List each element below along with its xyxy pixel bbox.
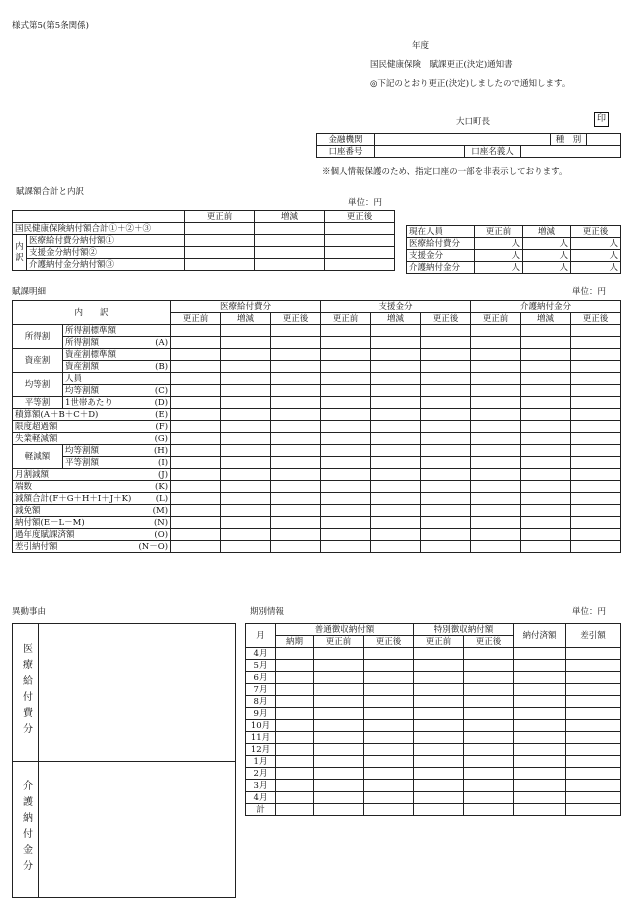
notice-text: ◎下記のとおり更正(決定)しましたので通知します。 <box>370 79 571 89</box>
col-after: 更正後 <box>271 313 321 325</box>
code-a: (A) <box>155 337 169 348</box>
month-label: 1月 <box>246 756 276 768</box>
month-label: 6月 <box>246 672 276 684</box>
summary-row-care: 介護納付金分納付額③ <box>27 259 185 271</box>
members-row-medical: 医療給付費分 <box>407 238 475 250</box>
month-label: 11月 <box>246 732 276 744</box>
period-special-after: 更正後 <box>464 636 514 648</box>
summary-col-change: 増減 <box>255 211 325 223</box>
code-o: (O) <box>154 529 169 540</box>
row-asset-amount: 資産割額 <box>65 361 100 372</box>
row-asset: 資産割 <box>13 349 63 373</box>
row-flat: 平等割 <box>13 397 63 409</box>
form-number: 様式第5(第5条関係) <box>12 21 89 31</box>
row-equal: 均等割 <box>13 373 63 397</box>
summary-section-title: 賦課額合計と内訳 <box>16 187 85 197</box>
detail-breakdown-header: 内 訳 <box>13 301 171 325</box>
code-g: (G) <box>154 433 169 444</box>
period-total-label: 計 <box>246 804 276 816</box>
summary-total-label: 国民健康保険納付額合計①＋②＋③ <box>13 223 185 235</box>
person-unit: 人 <box>475 238 523 250</box>
period-special-header: 特別徴収納付額 <box>414 624 514 636</box>
month-label: 7月 <box>246 684 276 696</box>
row-flat-reduction: 平等割額 <box>65 457 100 468</box>
account-number-value <box>375 146 465 158</box>
account-type-label: 種 別 <box>551 134 587 146</box>
members-col-after: 更正後 <box>571 226 621 238</box>
person-unit: 人 <box>523 238 571 250</box>
changes-medical-label: 医療給付費分 <box>20 643 32 739</box>
account-holder-value <box>521 146 621 158</box>
detail-table <box>12 300 621 553</box>
group-care-header: 介護納付金分 <box>471 301 621 313</box>
person-unit: 人 <box>571 238 621 250</box>
bank-institution-label: 金融機関 <box>317 134 375 146</box>
period-normal-header: 普通徴収納付額 <box>276 624 414 636</box>
col-before: 更正前 <box>171 313 221 325</box>
code-l: (L) <box>155 493 169 504</box>
period-table <box>245 623 621 816</box>
changes-section-title: 異動事由 <box>12 607 47 617</box>
row-reduction: 軽減額 <box>13 445 63 469</box>
col-after: 更正後 <box>421 313 471 325</box>
month-label: 8月 <box>246 696 276 708</box>
period-section-title: 期別情報 <box>250 607 285 617</box>
month-label: 10月 <box>246 720 276 732</box>
period-paid-header: 納付済額 <box>514 624 566 648</box>
detail-unit: 単位：円 <box>572 287 607 297</box>
period-special-before: 更正前 <box>414 636 464 648</box>
members-col-change: 増減 <box>523 226 571 238</box>
row-cumulative: 積算額(A＋B＋C＋D) <box>15 409 99 420</box>
person-unit: 人 <box>571 262 621 274</box>
period-normal-after: 更正後 <box>364 636 414 648</box>
code-k: (K) <box>155 481 169 492</box>
summary-row-medical: 医療給付費分納付額① <box>27 235 185 247</box>
members-col-before: 更正前 <box>475 226 523 238</box>
account-type-value <box>587 134 621 146</box>
group-support-header: 支援金分 <box>321 301 471 313</box>
row-fraction: 端数 <box>15 481 33 492</box>
privacy-note: ※個人情報保護のため、指定口座の一部を非表示しております。 <box>322 167 568 177</box>
row-past-paid: 過年度賦課済額 <box>15 529 75 540</box>
person-unit: 人 <box>523 262 571 274</box>
changes-table <box>12 623 236 898</box>
code-m: (M) <box>152 505 169 516</box>
account-number-label: 口座番号 <box>317 146 375 158</box>
month-label: 12月 <box>246 744 276 756</box>
code-c: (C) <box>154 385 169 396</box>
person-unit: 人 <box>523 250 571 262</box>
summary-unit: 単位：円 <box>348 198 383 208</box>
row-payment: 納付額(E－L－M) <box>15 517 85 528</box>
seal-stamp: 印 <box>594 112 609 127</box>
changes-medical-value <box>39 624 236 762</box>
summary-breakdown-label: 内訳 <box>13 235 27 271</box>
row-balance: 差引納付額 <box>15 541 58 552</box>
col-change: 増減 <box>221 313 271 325</box>
changes-care-value <box>39 762 236 898</box>
detail-section-title: 賦課明細 <box>12 287 47 297</box>
code-h: (H) <box>153 445 169 456</box>
period-diff-header: 差引額 <box>566 624 621 648</box>
row-per-household: 1世帯あたり <box>65 397 113 408</box>
summary-table <box>12 210 395 271</box>
row-asset-base: 資産割標準額 <box>63 349 171 361</box>
summary-col-before: 更正前 <box>185 211 255 223</box>
col-change: 増減 <box>521 313 571 325</box>
code-f: (F) <box>155 421 169 432</box>
changes-care-label: 介護納付金分 <box>20 780 32 876</box>
row-exemption: 減免額 <box>15 505 41 516</box>
fiscal-year-label: 年度 <box>412 41 430 51</box>
month-label: 4月 <box>246 792 276 804</box>
row-equal-amount: 均等割額 <box>65 385 100 396</box>
person-unit: 人 <box>571 250 621 262</box>
document-title: 国民健康保険 賦課更正(決定)通知書 <box>370 60 513 70</box>
row-monthly: 月割減額 <box>15 469 50 480</box>
period-month-header: 月 <box>246 624 276 648</box>
person-unit: 人 <box>475 262 523 274</box>
month-label: 4月 <box>246 648 276 660</box>
month-label: 2月 <box>246 768 276 780</box>
code-d: (D) <box>154 397 169 408</box>
col-change: 増減 <box>371 313 421 325</box>
mayor-name: 大口町長 <box>456 117 491 127</box>
period-unit: 単位：円 <box>572 607 607 617</box>
code-e: (E) <box>155 409 169 420</box>
bank-institution-value <box>375 134 551 146</box>
row-equal-reduction: 均等割額 <box>65 445 100 456</box>
row-persons: 人員 <box>63 373 171 385</box>
row-limit: 限度超過額 <box>15 421 58 432</box>
group-medical-header: 医療給付費分 <box>171 301 321 313</box>
members-row-support: 支援金分 <box>407 250 475 262</box>
row-income: 所得割 <box>13 325 63 349</box>
person-unit: 人 <box>475 250 523 262</box>
period-normal-before: 更正前 <box>314 636 364 648</box>
row-income-amount: 所得割額 <box>65 337 100 348</box>
row-unemployed: 失業軽減額 <box>15 433 58 444</box>
code-j: (J) <box>157 469 169 480</box>
row-reduction-total: 減額合計(F＋G＋H＋I＋J＋K) <box>15 493 132 504</box>
members-row-care: 介護納付金分 <box>407 262 475 274</box>
code-b: (B) <box>155 361 169 372</box>
members-table <box>406 225 621 274</box>
col-before: 更正前 <box>321 313 371 325</box>
bank-info-table <box>316 133 621 158</box>
code-n-minus-o: (N－O) <box>138 541 169 552</box>
col-before: 更正前 <box>471 313 521 325</box>
summary-row-support: 支援金分納付額② <box>27 247 185 259</box>
members-header-label: 現在人員 <box>407 226 475 238</box>
row-income-base: 所得割標準額 <box>63 325 171 337</box>
code-n: (N) <box>153 517 169 528</box>
month-label: 3月 <box>246 780 276 792</box>
account-holder-label: 口座名義人 <box>465 146 521 158</box>
col-after: 更正後 <box>571 313 621 325</box>
month-label: 5月 <box>246 660 276 672</box>
code-i: (I) <box>158 457 169 468</box>
month-label: 9月 <box>246 708 276 720</box>
summary-col-after: 更正後 <box>325 211 395 223</box>
period-due-header: 納期 <box>276 636 314 648</box>
